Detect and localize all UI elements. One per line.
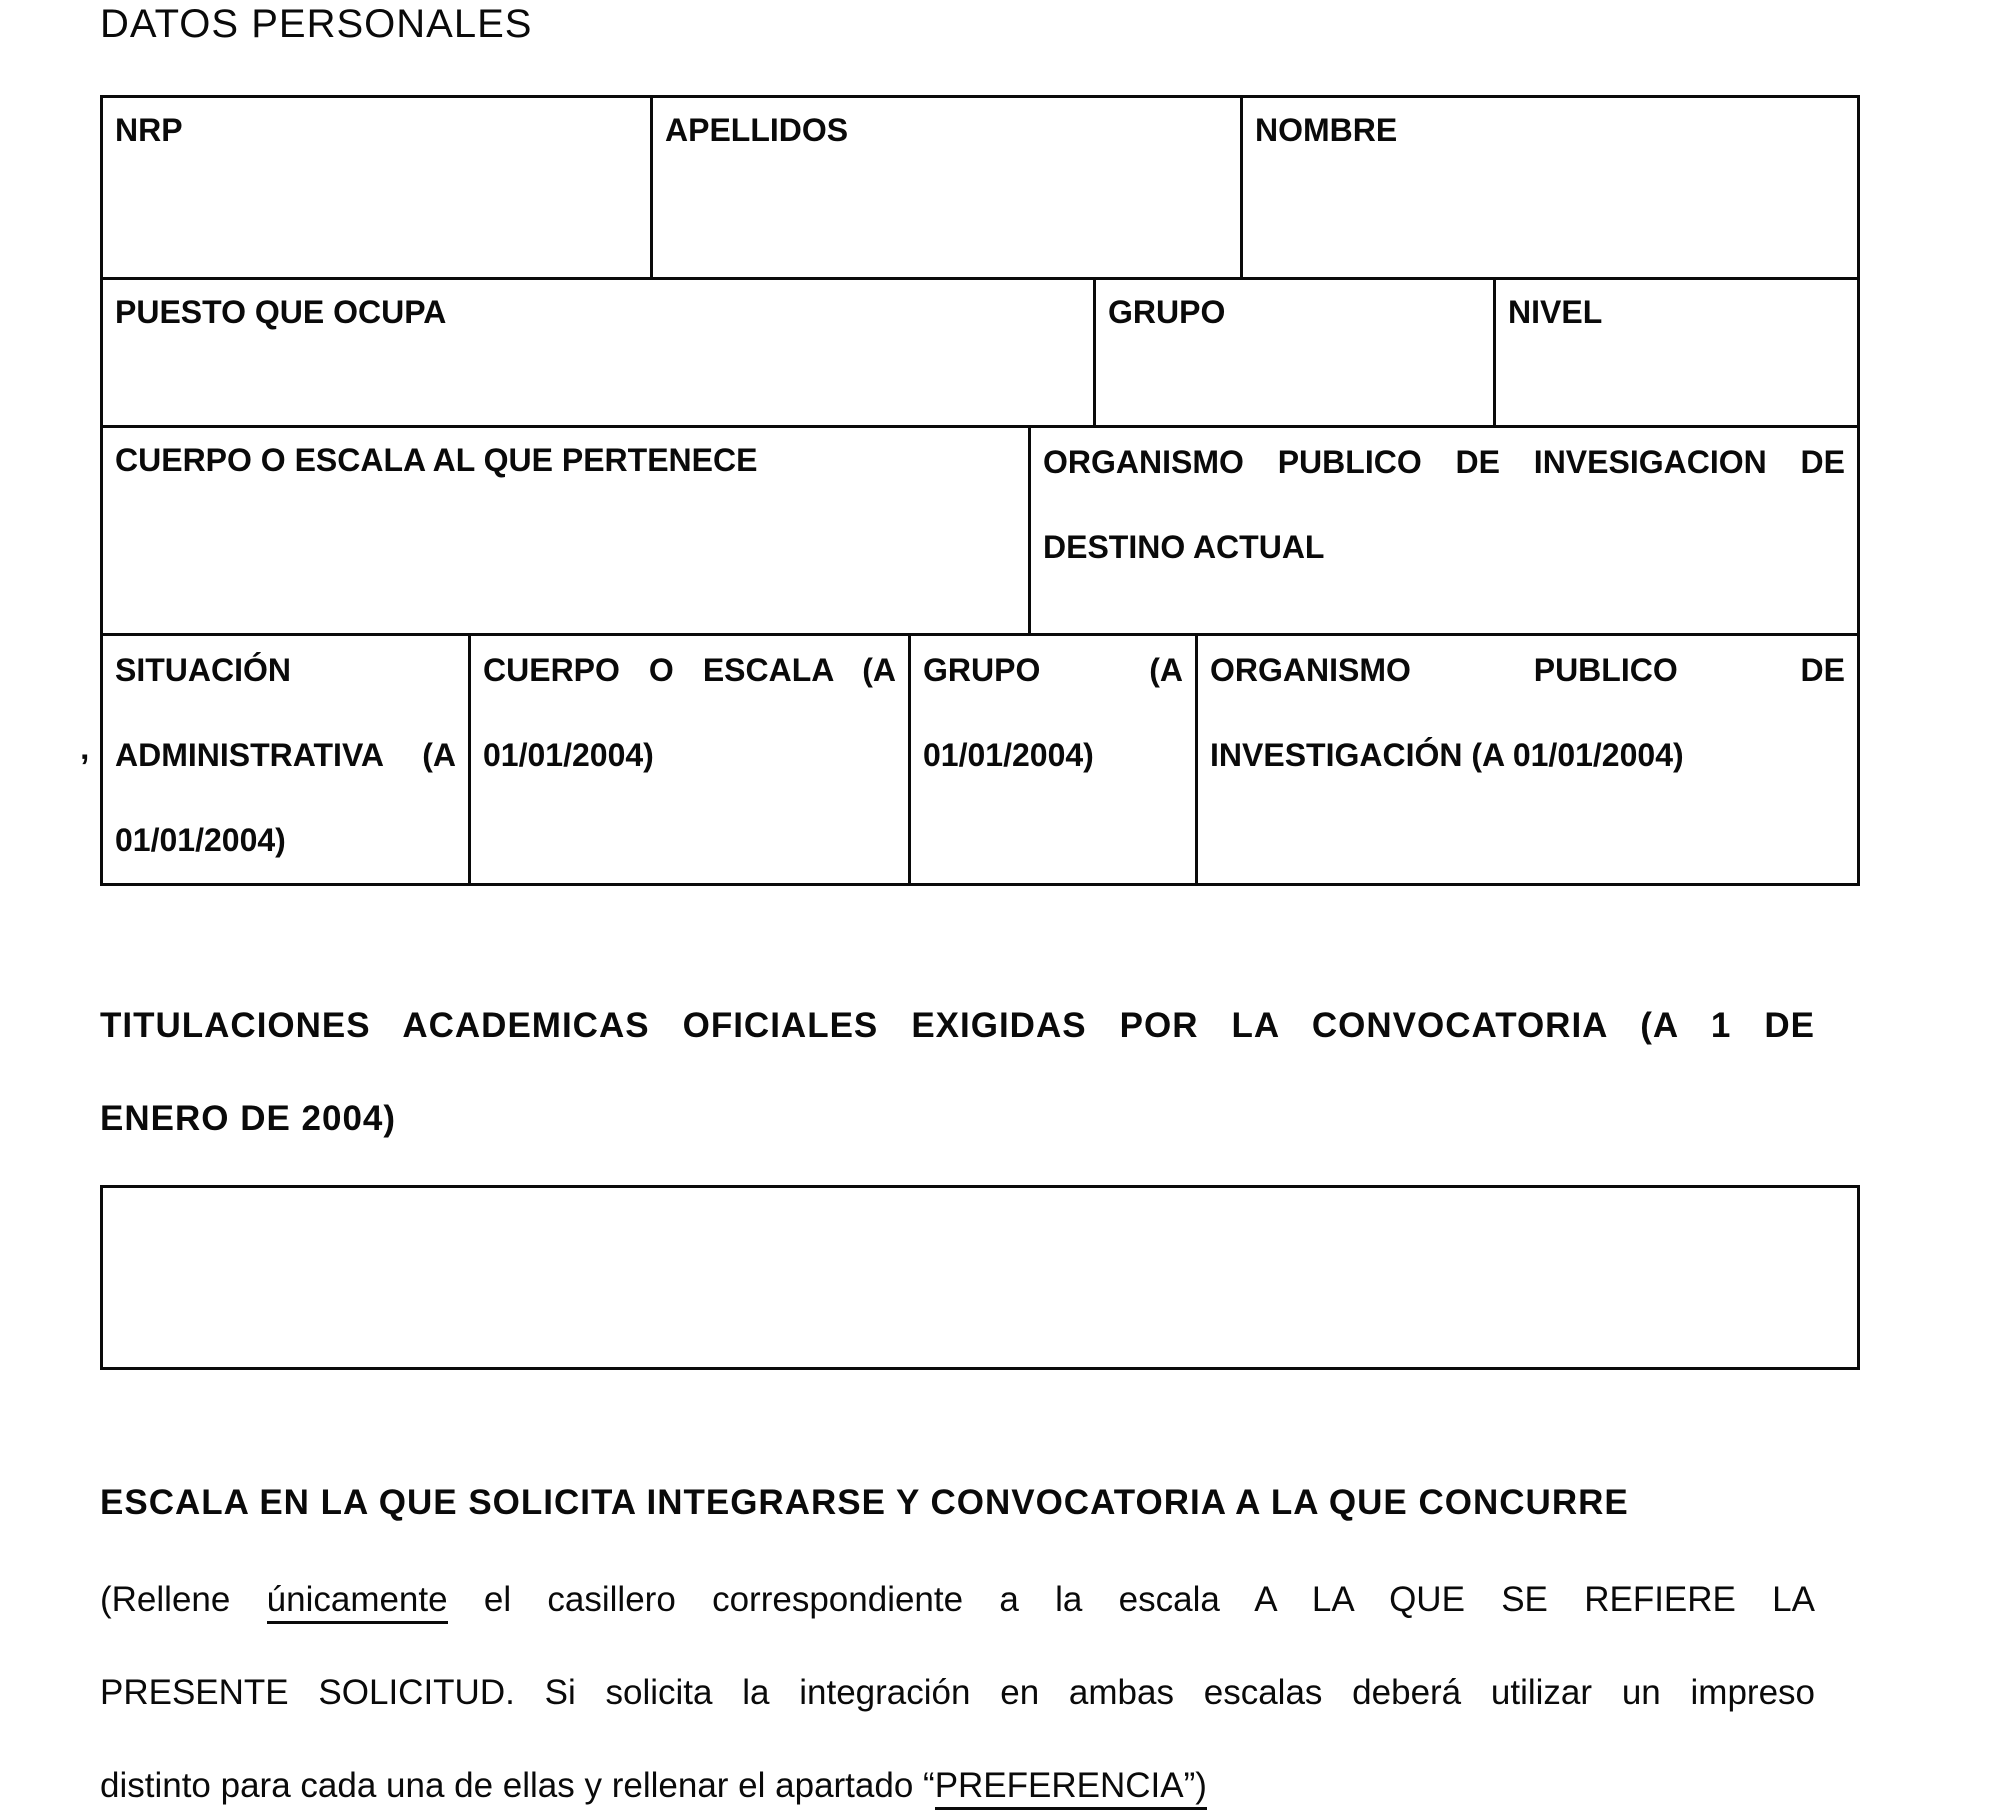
table-row-4 bbox=[103, 636, 1857, 883]
field-label-line: SITUACIÓN bbox=[115, 652, 291, 688]
field-label-line: ADMINISTRATIVA (A bbox=[115, 737, 456, 773]
field-nombre bbox=[1243, 98, 1857, 277]
field-label-line: DESTINO ACTUAL bbox=[1043, 529, 1325, 565]
field-label-nrp: NRP bbox=[115, 112, 183, 148]
field-apellidos bbox=[653, 98, 1243, 277]
field-organismo-2004 bbox=[1198, 636, 1857, 883]
table-row-2 bbox=[103, 280, 1857, 428]
field-label-nombre: NOMBRE bbox=[1255, 112, 1398, 148]
titulaciones-heading-line2: ENERO DE 2004) bbox=[100, 1099, 397, 1138]
field-label-nivel: NIVEL bbox=[1508, 294, 1603, 330]
datos-personales-table bbox=[100, 95, 1860, 886]
field-label-cuerpo-escala: CUERPO O ESCALA AL QUE PERTENECE bbox=[115, 442, 758, 478]
instructions-line3-pre: distinto para cada una de ellas y rellenar el apartado “ bbox=[100, 1766, 935, 1805]
field-grupo-2004 bbox=[911, 636, 1198, 883]
field-label-grupo: GRUPO bbox=[1108, 294, 1226, 330]
field-grupo bbox=[1096, 280, 1496, 425]
instructions-line3 bbox=[100, 1763, 1815, 1809]
field-label-line: ORGANISMO PUBLICO DE bbox=[1210, 652, 1845, 688]
field-label-line: INVESTIGACIÓN (A 01/01/2004) bbox=[1210, 737, 1684, 773]
field-label-line: ORGANISMO PUBLICO DE INVESIGACION DE bbox=[1043, 444, 1845, 480]
instructions-line3-underlined: PREFERENCIA”) bbox=[935, 1766, 1207, 1810]
table-row-1 bbox=[103, 98, 1857, 280]
field-puesto-que-ocupa bbox=[103, 280, 1096, 425]
instructions-line1-pre: (Rellene bbox=[100, 1580, 267, 1619]
field-cuerpo-escala-pertenece bbox=[103, 428, 1031, 633]
field-label-line: 01/01/2004) bbox=[923, 737, 1094, 773]
stray-scan-mark: ’ bbox=[80, 748, 90, 786]
field-label-line: GRUPO (A bbox=[923, 652, 1183, 688]
field-cuerpo-escala-2004 bbox=[471, 636, 911, 883]
titulaciones-heading-line1: TITULACIONES ACADEMICAS OFICIALES EXIGIDAS POR LA CONVOCATORIA (A 1 DE bbox=[100, 1006, 1815, 1045]
field-nrp bbox=[103, 98, 653, 277]
field-label-line: CUERPO O ESCALA (A bbox=[483, 652, 896, 688]
field-label-line: 01/01/2004) bbox=[483, 737, 654, 773]
escala-instructions-paragraph bbox=[100, 1577, 1815, 1809]
titulaciones-answer-box bbox=[100, 1185, 1860, 1370]
table-row-3 bbox=[103, 428, 1857, 636]
instructions-line1-underlined: únicamente bbox=[267, 1580, 448, 1624]
instructions-line2: PRESENTE SOLICITUD. Si solicita la integración en ambas escalas deberá utilizar un impreso bbox=[100, 1673, 1815, 1712]
field-label-apellidos: APELLIDOS bbox=[665, 112, 849, 148]
titulaciones-heading bbox=[100, 1003, 1815, 1142]
section-title-datos-personales: DATOS PERSONALES bbox=[100, 2, 533, 46]
instructions-line1 bbox=[100, 1577, 1815, 1670]
field-nivel bbox=[1496, 280, 1857, 425]
field-label-puesto: PUESTO QUE OCUPA bbox=[115, 294, 447, 330]
field-situacion-administrativa bbox=[103, 636, 471, 883]
field-label-line: 01/01/2004) bbox=[115, 822, 286, 858]
field-organismo-destino-actual bbox=[1031, 428, 1857, 633]
instructions-line1-post: el casillero correspondiente a la escala A LA QUE SE REFIERE LA bbox=[447, 1580, 1815, 1619]
escala-heading: ESCALA EN LA QUE SOLICITA INTEGRARSE Y CONVOCATORIA A LA QUE CONCURRE bbox=[100, 1483, 1629, 1522]
